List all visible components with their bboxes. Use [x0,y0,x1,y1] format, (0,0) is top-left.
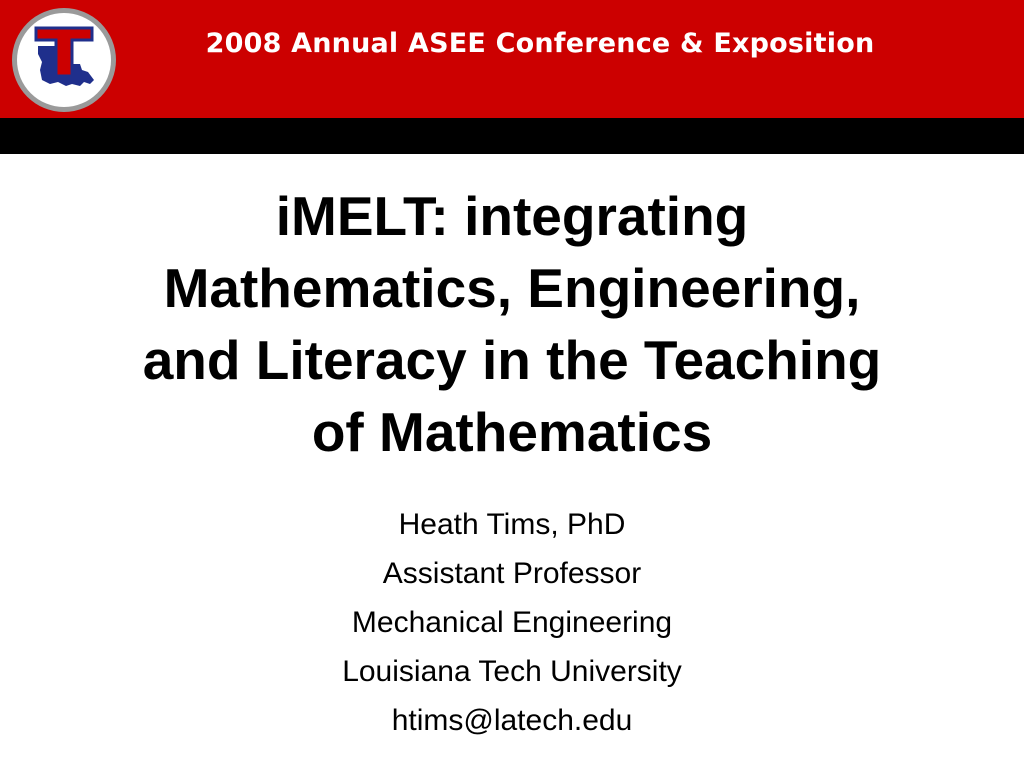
header-stripe [0,118,1024,154]
title-line: iMELT: integrating [275,185,749,247]
author-block [112,500,912,745]
author-position: Assistant Professor [382,557,642,590]
conference-title: 2008 Annual ASEE Conference & Exposition [205,28,875,59]
title-line: of Mathematics [311,401,713,463]
header-band [0,0,1024,118]
author-department: Mechanical Engineering [351,606,673,639]
slide-title [40,180,984,468]
author-university: Louisiana Tech University [342,655,682,688]
title-line: Mathematics, Engineering, [163,257,861,319]
university-logo [10,6,118,114]
author-email[interactable]: htims@latech.edu [391,704,633,737]
author-name: Heath Tims, PhD [398,508,626,541]
title-line: and Literacy in the Teaching [142,329,882,391]
